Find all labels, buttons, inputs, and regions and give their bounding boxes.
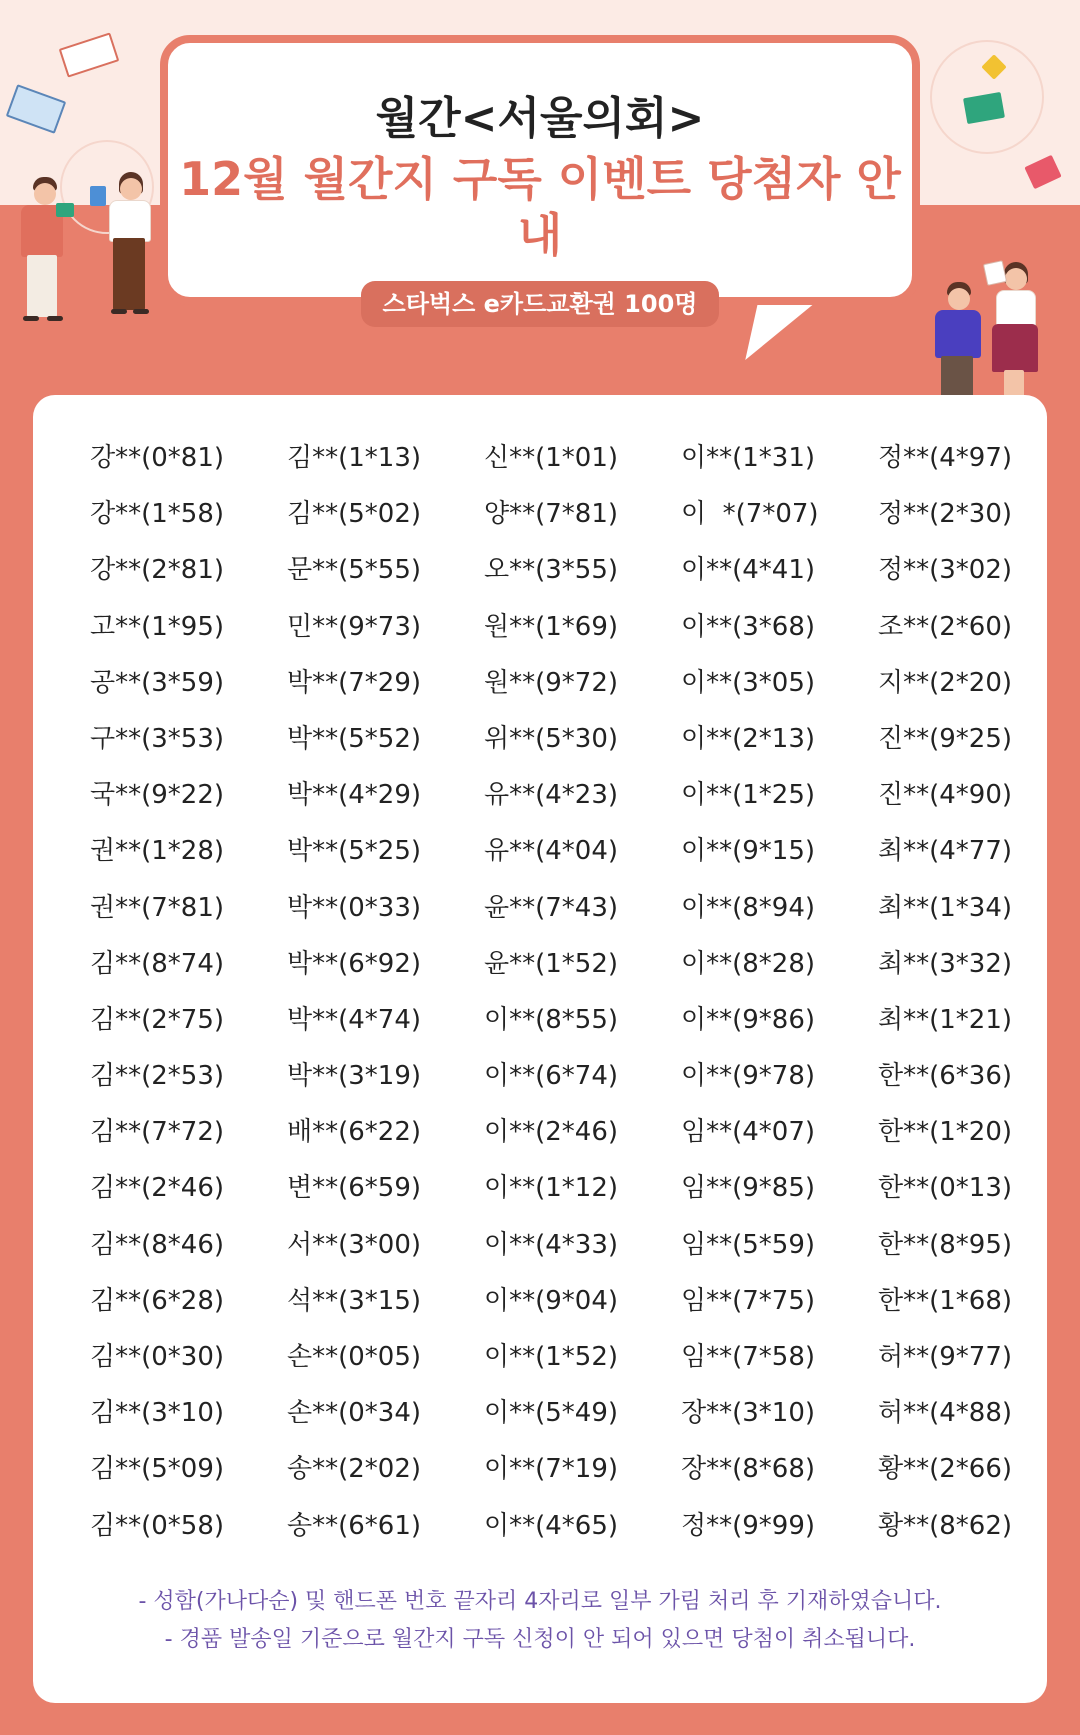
- winner-entry: 이**(2*13): [681, 723, 816, 754]
- winner-entry: 한**(0*13): [878, 1173, 1013, 1204]
- winner-entry: 윤**(7*43): [484, 892, 619, 923]
- winner-entry: 김**(2*53): [90, 1061, 225, 1092]
- note-line: - 성함(가나다순) 및 핸드폰 번호 끝자리 4자리로 일부 가림 처리 후 기재하였습니다.: [138, 1589, 942, 1614]
- winner-entry: 이**(4*41): [681, 555, 816, 586]
- winner-entry: 이**(2*46): [484, 1117, 619, 1148]
- winner-entry: 석**(3*15): [287, 1285, 422, 1316]
- winner-entry: 박**(5*52): [287, 723, 422, 754]
- winner-entry: 박**(0*33): [287, 892, 422, 923]
- winner-entry: 송**(6*61): [287, 1510, 422, 1541]
- winner-entry: 변**(6*59): [287, 1173, 422, 1204]
- book-icon: [56, 203, 74, 217]
- winner-entry: 진**(4*90): [878, 780, 1013, 811]
- winner-entry: 황**(8*62): [878, 1510, 1013, 1541]
- winner-entry: 송**(2*02): [287, 1454, 422, 1485]
- winner-entry: 권**(7*81): [90, 892, 225, 923]
- winner-entry: 임**(5*59): [681, 1229, 816, 1260]
- winner-entry: 강**(2*81): [90, 555, 225, 586]
- winner-entry: 정**(3*02): [878, 555, 1013, 586]
- winner-entry: 박**(5*25): [287, 836, 422, 867]
- winner-entry: 강**(1*58): [90, 499, 225, 530]
- winner-entry: 오**(3*55): [484, 555, 619, 586]
- winner-entry: 임**(7*58): [681, 1342, 816, 1372]
- winner-entry: 임**(7*75): [681, 1285, 816, 1316]
- winner-entry: 한**(1*20): [878, 1117, 1013, 1148]
- winner-entry: 박**(6*92): [287, 948, 422, 979]
- winner-entry: 박**(4*74): [287, 1004, 422, 1035]
- winner-entry: 한**(8*95): [878, 1229, 1013, 1260]
- winner-entry: 유**(4*04): [484, 836, 619, 867]
- winner-entry: 지**(2*20): [878, 667, 1013, 698]
- person-illustration-left-woman: [105, 170, 165, 320]
- notes: [33, 1583, 1047, 1659]
- book-icon: [983, 260, 1007, 286]
- winner-entry: 국**(9*22): [90, 780, 225, 811]
- winner-entry: 김**(8*74): [90, 948, 225, 979]
- winner-entry: 한**(6*36): [878, 1061, 1013, 1092]
- winner-entry: 진**(9*25): [878, 723, 1013, 754]
- winner-entry: 강**(0*81): [90, 443, 225, 473]
- winner-entry: 이**(7*19): [484, 1454, 619, 1485]
- winner-entry: 이**(9*04): [484, 1285, 619, 1316]
- winner-entry: 장**(3*10): [681, 1398, 816, 1429]
- winner-entry: 이**(9*78): [681, 1061, 816, 1092]
- winner-entry: 조**(2*60): [878, 611, 1013, 642]
- winner-entry: 최**(3*32): [878, 948, 1013, 979]
- winner-entry: 이**(1*25): [681, 780, 816, 811]
- winner-entry: 정**(9*99): [681, 1510, 816, 1541]
- winner-entry: 이**(8*55): [484, 1004, 619, 1035]
- winner-entry: 김**(6*28): [90, 1285, 225, 1316]
- winner-entry: 이**(9*86): [681, 1004, 816, 1035]
- winner-entry: 이**(4*65): [484, 1510, 619, 1541]
- winner-entry: 이**(6*74): [484, 1061, 619, 1092]
- page-subtitle: 12월 월간지 구독 이벤트 당첨자 안내: [179, 152, 901, 262]
- winner-entry: 이**(1*12): [484, 1173, 619, 1204]
- winner-entry: 이**(8*94): [681, 892, 816, 923]
- winner-entry: 위**(5*30): [484, 723, 619, 754]
- winner-entry: 이**(3*68): [681, 611, 816, 642]
- winner-entry: 이 *(7*07): [681, 499, 819, 530]
- winner-entry: 신**(1*01): [484, 443, 619, 473]
- winner-entry: 이**(1*31): [681, 443, 816, 473]
- winner-entry: 장**(8*68): [681, 1454, 816, 1485]
- winner-entry: 김**(7*72): [90, 1117, 225, 1148]
- page-title: 월간<서울의회>: [375, 93, 705, 144]
- header-bubble: [160, 35, 920, 318]
- winner-entry: 최**(4*77): [878, 836, 1013, 867]
- winner-entry: 양**(7*81): [484, 499, 619, 530]
- winners-card: [33, 395, 1047, 1703]
- winner-entry: 김**(0*58): [90, 1510, 225, 1541]
- winner-entry: 이**(4*33): [484, 1229, 619, 1260]
- winner-entry: 김**(0*30): [90, 1342, 225, 1372]
- winner-entry: 공**(3*59): [90, 667, 225, 698]
- winner-entry: 문**(5*55): [287, 555, 422, 586]
- book-icon: [90, 186, 106, 206]
- winners-grid: [78, 430, 1028, 1554]
- winner-entry: 임**(4*07): [681, 1117, 816, 1148]
- winner-entry: 정**(4*97): [878, 443, 1013, 473]
- winner-entry: 유**(4*23): [484, 780, 619, 811]
- winner-entry: 서**(3*00): [287, 1229, 422, 1260]
- winner-entry: 원**(9*72): [484, 667, 619, 698]
- winner-entry: 김**(2*46): [90, 1173, 225, 1204]
- winner-entry: 배**(6*22): [287, 1117, 422, 1148]
- winner-entry: 권**(1*28): [90, 836, 225, 867]
- winner-entry: 임**(9*85): [681, 1173, 816, 1204]
- winner-entry: 한**(1*68): [878, 1285, 1013, 1316]
- winner-entry: 이**(5*49): [484, 1398, 619, 1429]
- winner-entry: 손**(0*05): [287, 1342, 422, 1372]
- winner-entry: 김**(3*10): [90, 1398, 225, 1429]
- winner-entry: 허**(4*88): [878, 1398, 1013, 1429]
- winner-entry: 김**(1*13): [287, 443, 422, 473]
- winner-entry: 원**(1*69): [484, 611, 619, 642]
- winner-entry: 김**(5*02): [287, 499, 422, 530]
- winner-entry: 이**(1*52): [484, 1342, 619, 1372]
- winner-entry: 황**(2*66): [878, 1454, 1013, 1485]
- winner-entry: 김**(5*09): [90, 1454, 225, 1485]
- winner-entry: 민**(9*73): [287, 611, 422, 642]
- person-illustration-left-man: [15, 175, 75, 325]
- winner-entry: 이**(3*05): [681, 667, 816, 698]
- winner-entry: 손**(0*34): [287, 1398, 422, 1429]
- winner-entry: 김**(2*75): [90, 1004, 225, 1035]
- winner-entry: 박**(3*19): [287, 1061, 422, 1092]
- winner-entry: 최**(1*21): [878, 1004, 1013, 1035]
- winner-entry: 박**(7*29): [287, 667, 422, 698]
- note-line: - 경품 발송일 기준으로 월간지 구독 신청이 안 되어 있으면 당첨이 취소됩니다.: [164, 1627, 916, 1652]
- winner-entry: 허**(9*77): [878, 1342, 1013, 1372]
- winner-entry: 구**(3*53): [90, 723, 225, 754]
- winner-entry: 이**(8*28): [681, 948, 816, 979]
- winner-entry: 김**(8*46): [90, 1229, 225, 1260]
- winner-entry: 최**(1*34): [878, 892, 1013, 923]
- winner-entry: 이**(9*15): [681, 836, 816, 867]
- winner-entry: 고**(1*95): [90, 611, 225, 642]
- winner-entry: 정**(2*30): [878, 499, 1013, 530]
- winner-entry: 윤**(1*52): [484, 948, 619, 979]
- winner-entry: 박**(4*29): [287, 780, 422, 811]
- prize-badge: 스타벅스 e카드교환권 100명: [361, 281, 720, 327]
